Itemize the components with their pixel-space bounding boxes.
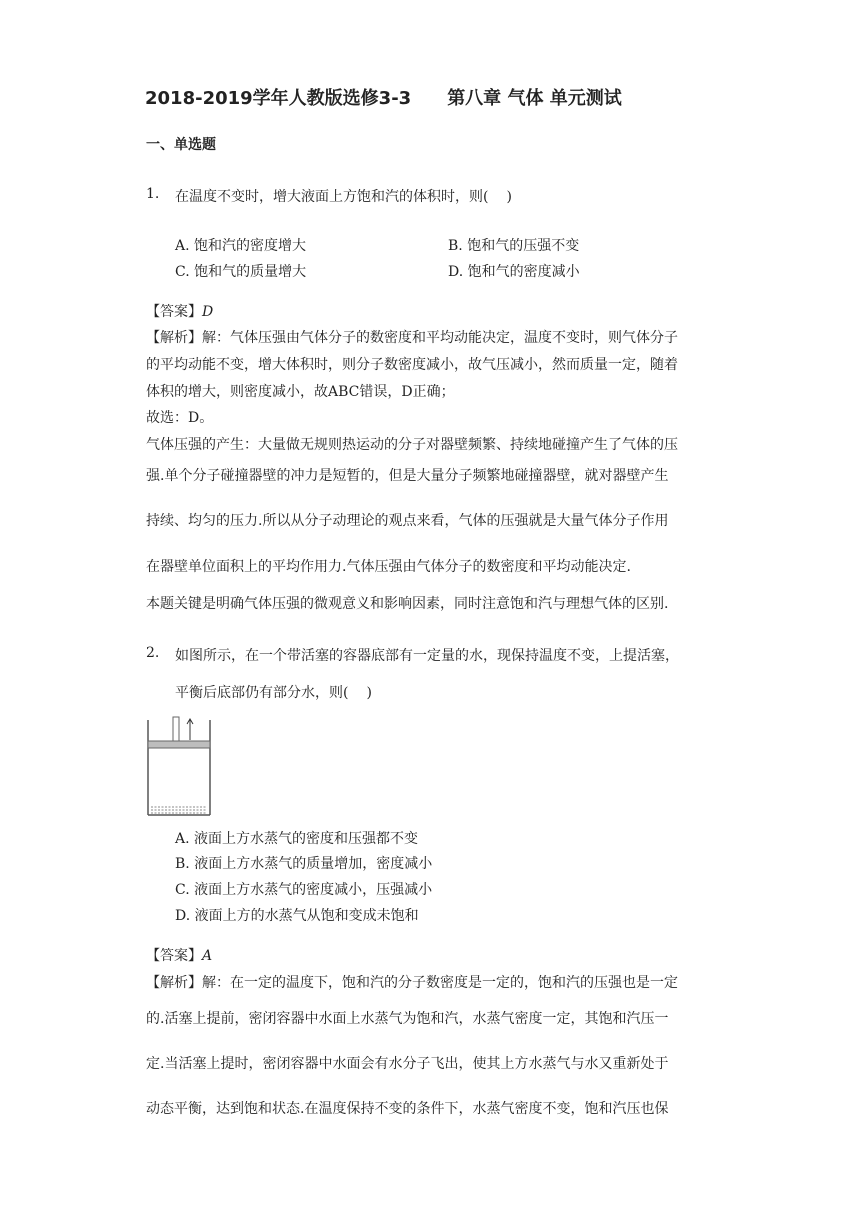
question-2-stem-line-2 (175, 682, 372, 702)
question-1-analysis-line-3: 体积的增大，则密度减小，故ABC错误，D正确； (146, 384, 455, 400)
question-1-analysis-line-2: 的平均动能不变，增大体积时，则分子数密度减小，故气压减小，然而质量一定，随着 (146, 357, 678, 373)
question-1-analysis-line-1 (146, 327, 678, 347)
water-layer (151, 807, 207, 813)
answer-value: D (202, 304, 214, 320)
answer-label: 【答案】 (146, 304, 202, 320)
piston (148, 741, 210, 748)
question-1-option-c: C. 饱和气的质量增大 (175, 264, 307, 280)
question-2-analysis-line-2: 的.活塞上提前，密闭容器中水面上水蒸气为饱和汽，水蒸气密度一定，其饱和汽压一 (146, 1011, 669, 1027)
piston-container-diagram (144, 714, 214, 818)
document-title (145, 84, 622, 110)
question-1-option-a: A. 饱和汽的密度增大 (175, 238, 307, 254)
answer-label: 【答案】 (146, 948, 202, 964)
question-2-answer (146, 945, 212, 965)
question-1-analysis-line-7: 持续、均匀的压力.所以从分子动理论的观点来看，气体的压强就是大量气体分子作用 (146, 513, 669, 529)
question-2-option-b: B. 液面上方水蒸气的质量增加，密度减小 (175, 856, 433, 872)
question-2-stem-text: 平衡后底部仍有部分水，则( (175, 685, 349, 701)
question-1-answer (146, 301, 213, 321)
analysis-label: 【解析】 (146, 975, 202, 991)
section-title: 一、单选题 (146, 137, 216, 153)
analysis-text: 解：气体压强由气体分子的数密度和平均动能决定，温度不变时，则气体分子 (202, 330, 678, 346)
question-1-stem (175, 186, 512, 206)
question-1-analysis-line-5: 气体压强的产生：大量做无规则热运动的分子对器壁频繁、持续地碰撞产生了气体的压 (146, 437, 678, 453)
title-right: 第八章 气体 单元测试 (447, 88, 622, 109)
answer-value: A (202, 948, 213, 964)
question-1-analysis-line-4: 故选：D。 (146, 410, 214, 426)
question-2-option-d: D. 液面上方的水蒸气从饱和变成未饱和 (175, 908, 419, 924)
question-2-stem-close: ) (366, 685, 372, 701)
question-2-analysis-line-3: 定.当活塞上提时，密闭容器中水面会有水分子飞出，使其上方水蒸气与水又重新处于 (146, 1056, 669, 1072)
question-1-stem-close: ) (506, 189, 512, 205)
question-2-stem-line-1: 如图所示，在一个带活塞的容器底部有一定量的水，现保持温度不变，上提活塞， (175, 648, 679, 664)
question-1-analysis-line-8: 在器壁单位面积上的平均作用力.气体压强由气体分子的数密度和平均动能决定. (146, 559, 631, 575)
title-left: 2018-2019学年人教版选修3-3 (145, 88, 412, 109)
question-1-analysis-line-6: 强.单个分子碰撞器壁的冲力是短暂的，但是大量分子频繁地碰撞器壁，就对器壁产生 (146, 468, 669, 484)
question-2-analysis-line-1 (146, 972, 678, 992)
question-2-number: 2. (146, 645, 160, 661)
piston-rod (173, 717, 179, 741)
question-1-analysis-line-9: 本题关键是明确气体压强的微观意义和影响因素，同时注意饱和汽与理想气体的区别. (146, 596, 669, 612)
question-1-option-b: B. 饱和气的压强不变 (448, 238, 580, 254)
question-2-option-a: A. 液面上方水蒸气的密度和压强都不变 (175, 831, 419, 847)
question-2-analysis-line-4: 动态平衡，达到饱和状态.在温度保持不变的条件下，水蒸气密度不变，饱和汽压也保 (146, 1101, 669, 1117)
question-1-stem-text: 在温度不变时，增大液面上方饱和汽的体积时，则( (175, 189, 489, 205)
question-1-number: 1. (146, 186, 160, 202)
question-2-option-c: C. 液面上方水蒸气的密度减小，压强减小 (175, 882, 433, 898)
analysis-text: 解：在一定的温度下，饱和汽的分子数密度是一定的，饱和汽的压强也是一定 (202, 975, 678, 991)
question-1-option-d: D. 饱和气的密度减小 (448, 264, 580, 280)
analysis-label: 【解析】 (146, 330, 202, 346)
